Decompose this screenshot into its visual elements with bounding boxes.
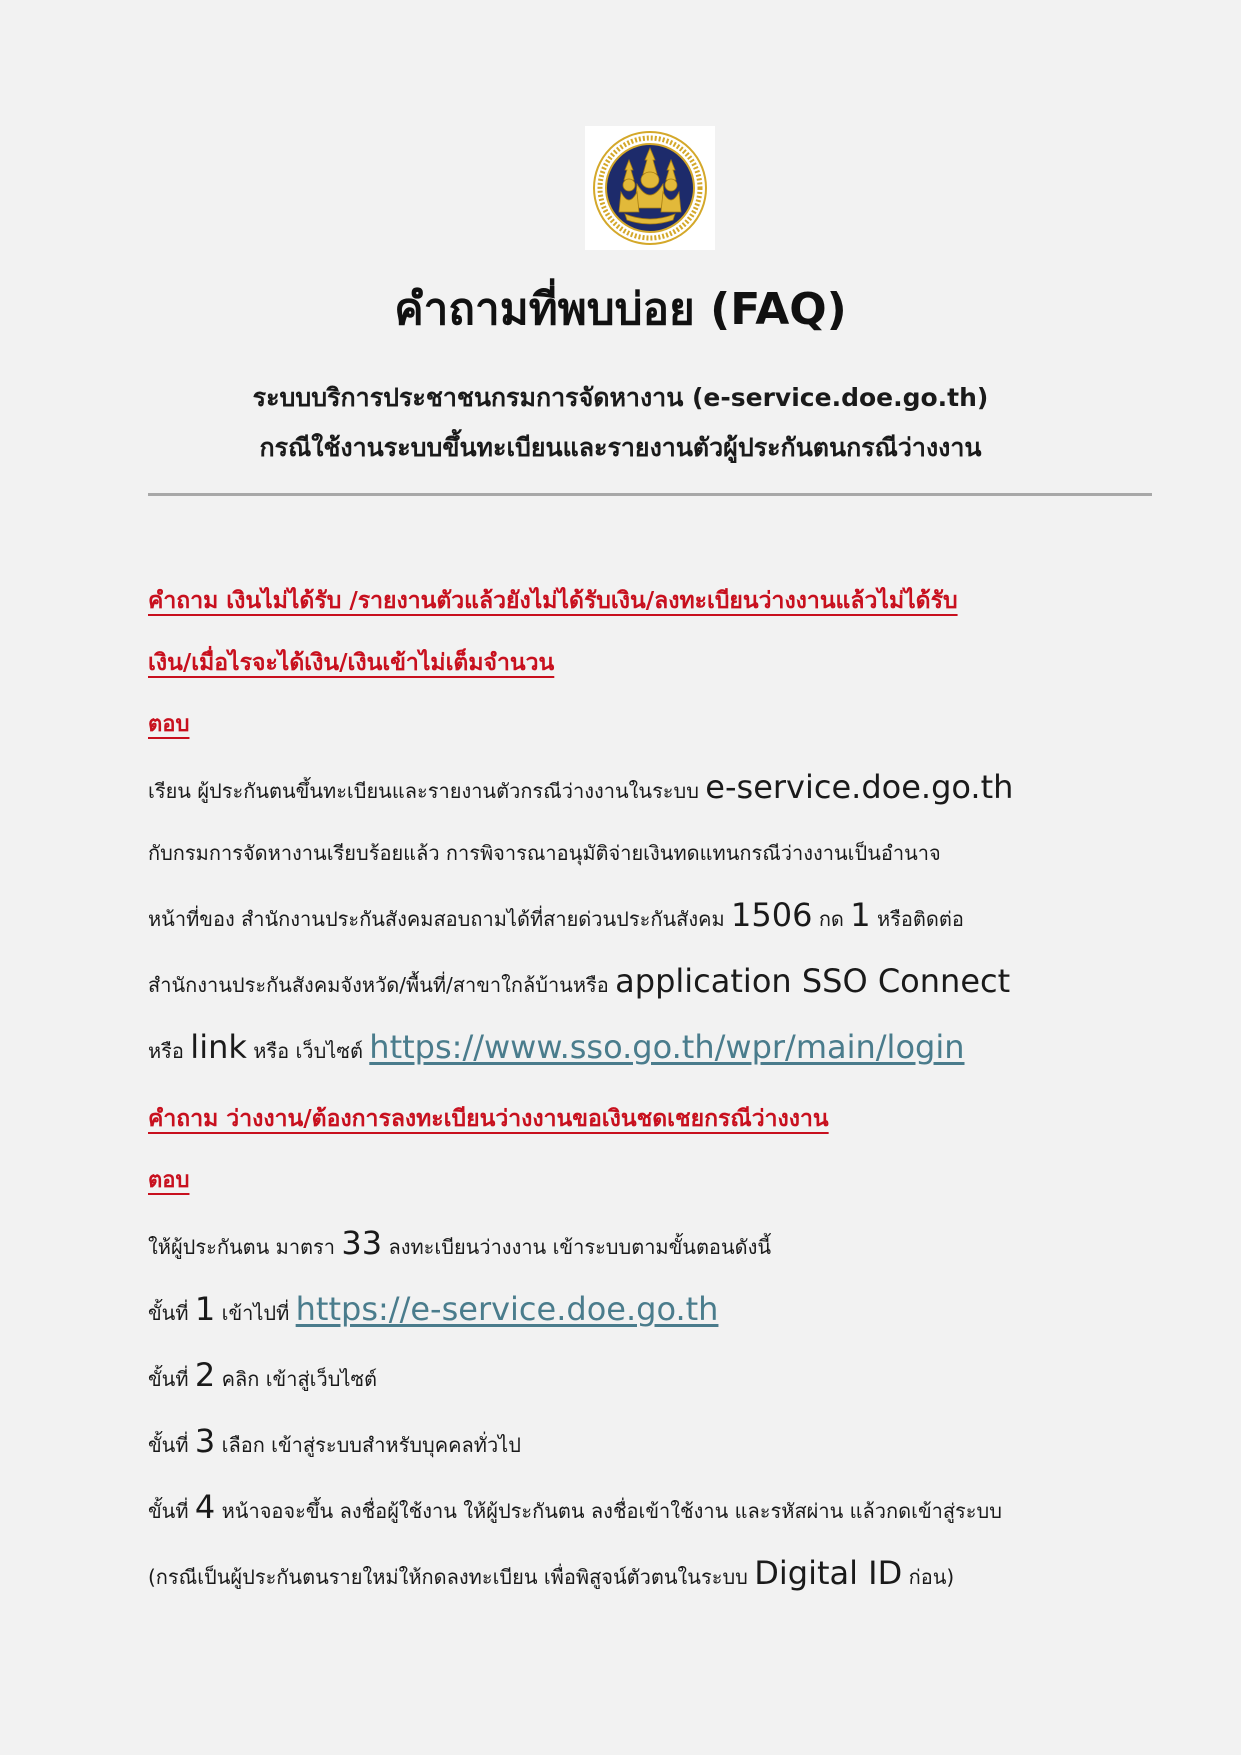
answer-text: หรือ เว็บไซต์ bbox=[246, 1039, 370, 1063]
answer-text: กด bbox=[812, 907, 851, 931]
faq-1-answer-line bbox=[148, 950, 1148, 1016]
step-label: ขั้นที่ bbox=[148, 1433, 195, 1457]
step-4 bbox=[148, 1476, 1148, 1542]
sso-login-link[interactable]: https://www.sso.go.th/wpr/main/login bbox=[369, 1028, 965, 1066]
answer-text: หรือ bbox=[148, 1039, 191, 1063]
step-3 bbox=[148, 1410, 1148, 1476]
answer-text: สำนักงานประกันสังคมจังหวัด/พื้นที่/สาขาใกล้บ้านหรือ bbox=[148, 973, 616, 997]
faq-1-answer-line bbox=[148, 822, 1148, 884]
new-user-note bbox=[148, 1542, 1148, 1608]
link-word: link bbox=[190, 1028, 247, 1066]
answer-text: ให้ผู้ประกันตน มาตรา bbox=[148, 1235, 342, 1259]
answer-text: กับกรมการจัดหางานเรียบร้อยแล้ว การพิจารณาอนุมัติจ่ายเงินทดแทนกรณีว่างงานเป็นอำนาจ bbox=[148, 841, 941, 865]
step-text: เลือก เข้าสู่ระบบสำหรับบุคคลทั่วไป bbox=[215, 1433, 521, 1457]
faq-2-question: คำถาม ว่างงาน/ต้องการลงทะเบียนว่างงานขอเงินชดเชยกรณีว่างงาน bbox=[148, 1106, 829, 1132]
answer-text: เรียน ผู้ประกันตนขึ้นทะเบียนและรายงานตัวกรณีว่างงานในระบบ bbox=[148, 779, 706, 803]
faq-1-question-line-2: เงิน/เมื่อไรจะได้เงิน/เงินเข้าไม่เต็มจำนวน bbox=[148, 650, 555, 676]
section-number: 33 bbox=[341, 1224, 383, 1262]
step-number: 3 bbox=[194, 1422, 216, 1460]
step-text: หน้าจอจะขึ้น ลงชื่อผู้ใช้งาน ให้ผู้ประกันตน ลงชื่อเข้าใช้งาน และรหัสผ่าน แล้วกดเข้าสู่ระบบ bbox=[215, 1499, 1002, 1523]
faq-1-answer-label: ตอบ bbox=[148, 712, 190, 737]
faq-item-1 bbox=[148, 570, 1148, 1082]
step-1 bbox=[148, 1278, 1148, 1344]
faq-2-answer-label: ตอบ bbox=[148, 1168, 190, 1193]
hotline-number: 1506 bbox=[731, 896, 813, 934]
faq-2-intro bbox=[148, 1212, 1148, 1278]
faq-1-answer-line bbox=[148, 1016, 1148, 1082]
doe-eservice-link[interactable]: https://e-service.doe.go.th bbox=[295, 1290, 719, 1328]
step-number: 1 bbox=[194, 1290, 216, 1328]
header-divider bbox=[148, 493, 1152, 496]
department-seal-logo bbox=[585, 126, 715, 250]
page-subtitle-system: ระบบบริการประชาชนกรมการจัดหางาน (e-service.doe.go.th) bbox=[252, 383, 989, 412]
faq-1-answer-line bbox=[148, 884, 1148, 950]
step-number: 2 bbox=[194, 1356, 216, 1394]
step-number: 4 bbox=[194, 1488, 216, 1526]
step-label: ขั้นที่ bbox=[148, 1301, 195, 1325]
faq-1-question-line-1: คำถาม เงินไม่ได้รับ /รายงานตัวแล้วยังไม่ได้รับเงิน/ลงทะเบียนว่างงานแล้วไม่ได้รับ bbox=[148, 588, 958, 614]
answer-text: ลงทะเบียนว่างงาน เข้าระบบตามขั้นตอนดังนี้ bbox=[382, 1235, 772, 1259]
note-text: (กรณีเป็นผู้ประกันตนรายใหม่ให้กดลงทะเบียน เพื่อพิสูจน์ตัวตนในระบบ bbox=[148, 1565, 755, 1589]
digital-id-text: Digital ID bbox=[754, 1554, 903, 1592]
page-subtitle-scope: กรณีใช้งานระบบขึ้นทะเบียนและรายงานตัวผู้ประกันตนกรณีว่างงาน bbox=[259, 433, 982, 462]
answer-text: หน้าที่ของ สำนักงานประกันสังคมสอบถามได้ที่สายด่วนประกันสังคม bbox=[148, 907, 732, 931]
step-text: เข้าไปที่ bbox=[215, 1301, 296, 1325]
faq-item-2 bbox=[148, 1088, 1148, 1608]
step-text: คลิก เข้าสู่เว็บไซต์ bbox=[215, 1367, 378, 1391]
service-domain-text: e-service.doe.go.th bbox=[705, 768, 1014, 806]
sso-connect-app-text: application SSO Connect bbox=[615, 962, 1011, 1000]
faq-content bbox=[148, 570, 1148, 1608]
hotline-extension: 1 bbox=[850, 896, 871, 934]
step-label: ขั้นที่ bbox=[148, 1499, 195, 1523]
faq-1-answer-line bbox=[148, 756, 1148, 822]
answer-text: หรือติดต่อ bbox=[870, 907, 964, 931]
step-2 bbox=[148, 1344, 1148, 1410]
step-label: ขั้นที่ bbox=[148, 1367, 195, 1391]
note-text: ก่อน) bbox=[902, 1565, 955, 1589]
department-seal-icon bbox=[585, 126, 715, 250]
page-title: คำถามที่พบบ่อย (FAQ) bbox=[394, 284, 847, 335]
